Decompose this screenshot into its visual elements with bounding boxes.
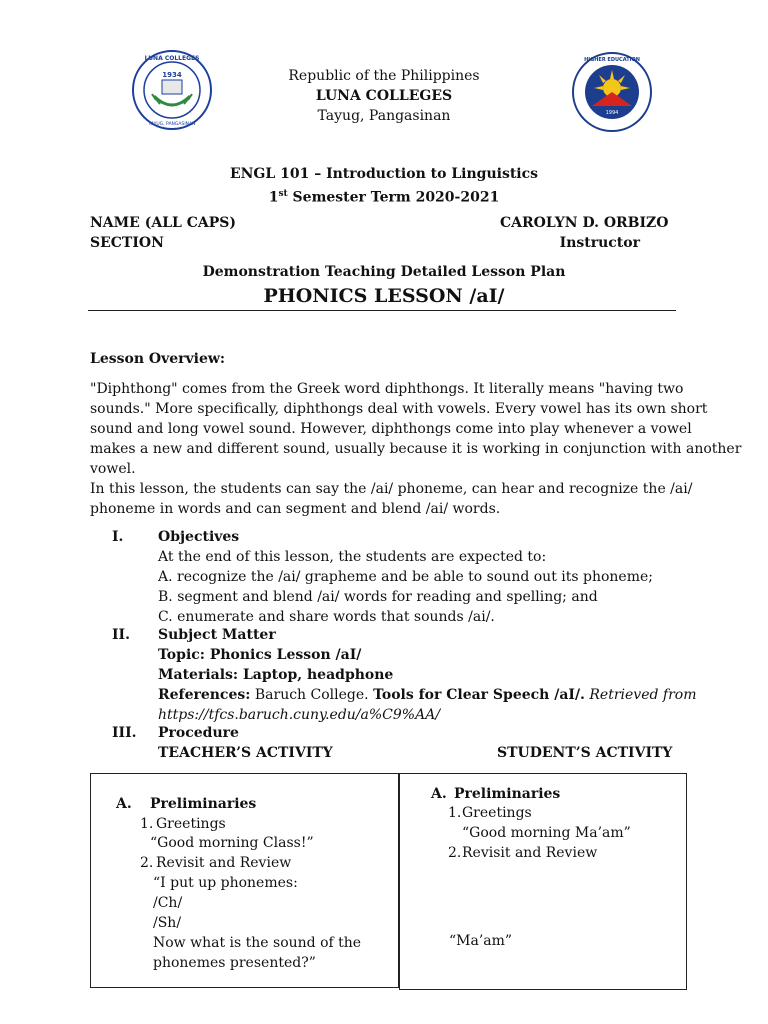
overview-line: "Diphthong" comes from the Greek word diphthongs. It literally means "having two — [90, 381, 684, 397]
title-rule — [88, 310, 676, 311]
teacher-section-letter: A. — [116, 796, 132, 812]
instructor-role: Instructor — [559, 235, 640, 251]
objectives-intro: At the end of this lesson, the students are expected to: — [158, 549, 547, 565]
instructor-name: CAROLYN D. ORBIZO — [500, 215, 669, 231]
teacher-activity-cell — [90, 773, 399, 988]
svg-text:1934: 1934 — [162, 71, 182, 79]
teacher-column-header: TEACHER’S ACTIVITY — [158, 745, 333, 761]
teacher-section-title: Preliminaries — [150, 796, 257, 812]
subject-num: II. — [112, 627, 130, 643]
student-activity-cell — [399, 773, 687, 990]
objectives-heading: Objectives — [158, 529, 240, 545]
subject-topic: Topic: Phonics Lesson /aI/ — [158, 647, 362, 663]
svg-text:HIGHER EDUCATION: HIGHER EDUCATION — [584, 57, 640, 63]
svg-text:TAYUG, PANGASINAN: TAYUG, PANGASINAN — [148, 122, 196, 127]
student-greeting-quote: “Good morning Ma’am” — [462, 825, 631, 841]
subject-heading: Subject Matter — [158, 627, 276, 643]
student-item-greetings: Greetings — [462, 805, 532, 821]
objectives-block — [158, 527, 653, 627]
student-item-num: 2. — [448, 845, 462, 861]
teacher-line: Now what is the sound of the — [153, 935, 362, 951]
subject-materials: Materials: Laptop, headphone — [158, 667, 394, 683]
term-line: 1st Semester Term 2020-2021 — [268, 189, 500, 206]
objective-item: A. recognize the /ai/ grapheme and be able to sound out its phoneme; — [158, 569, 653, 585]
course-title: ENGL 101 – Introduction to Linguistics — [229, 166, 539, 182]
teacher-item-review: Revisit and Review — [156, 855, 292, 871]
teacher-line: /Sh/ — [153, 915, 182, 931]
student-column-header: STUDENT’S ACTIVITY — [497, 745, 673, 761]
student-section-letter: A. — [431, 786, 447, 802]
overview-line: sound and long vowel sound. However, diphthongs come into play whenever a vowel — [90, 421, 692, 437]
subject-references: References: Baruch College. Tools for Clear Speech /aI/. Retrieved from — [158, 687, 697, 703]
teacher-greeting-quote: “Good morning Class!” — [150, 835, 314, 851]
teacher-line: “I put up phonemes: — [153, 875, 298, 891]
overview-line: phoneme in words and can segment and blend /ai/ words. — [90, 501, 501, 517]
objectives-num: I. — [112, 529, 124, 545]
overview-paragraph — [90, 379, 742, 519]
subject-block — [158, 625, 696, 725]
procedure-heading: Procedure — [158, 725, 239, 741]
procedure-num: III. — [112, 725, 137, 741]
plan-title: PHONICS LESSON /aI/ — [263, 285, 505, 307]
svg-text:1994: 1994 — [605, 110, 619, 116]
overview-line: In this lesson, the students can say the /ai/ phoneme, can hear and recognize the /ai/ — [90, 481, 693, 497]
objective-item: C. enumerate and share words that sounds /ai/. — [158, 609, 495, 625]
svg-text:LUNA COLLEGES: LUNA COLLEGES — [144, 55, 200, 62]
teacher-item-num: 2. — [140, 855, 154, 871]
republic-line: Republic of the Philippines — [288, 68, 480, 84]
teacher-item-num: 1. — [140, 816, 154, 832]
teacher-line: phonemes presented?” — [153, 955, 316, 971]
teacher-line: /Ch/ — [153, 895, 183, 911]
student-item-review: Revisit and Review — [462, 845, 598, 861]
student-section-title: Preliminaries — [454, 786, 561, 802]
overview-line: sounds." More specifically, diphthongs deal with vowels. Every vowel has its own short — [90, 401, 708, 417]
plan-subtitle: Demonstration Teaching Detailed Lesson Plan — [202, 264, 566, 280]
teacher-item-greetings: Greetings — [156, 816, 226, 832]
overview-line: vowel. — [90, 461, 136, 477]
overview-line: makes a new and different sound, usually because it is working in conjunction with another — [90, 441, 742, 457]
student-answer: “Ma’am” — [449, 933, 513, 949]
school-name: LUNA COLLEGES — [315, 88, 453, 104]
teacher-review-text — [153, 873, 361, 973]
name-label: NAME (ALL CAPS) — [90, 215, 237, 231]
section-label: SECTION — [90, 235, 164, 251]
overview-heading: Lesson Overview: — [90, 351, 226, 367]
school-location: Tayug, Pangasinan — [317, 108, 451, 124]
reference-url: https://tfcs.baruch.cuny.edu/a%C9%AA/ — [158, 707, 441, 723]
objective-item: B. segment and blend /ai/ words for reading and spelling; and — [158, 589, 598, 605]
student-item-num: 1. — [448, 805, 462, 821]
